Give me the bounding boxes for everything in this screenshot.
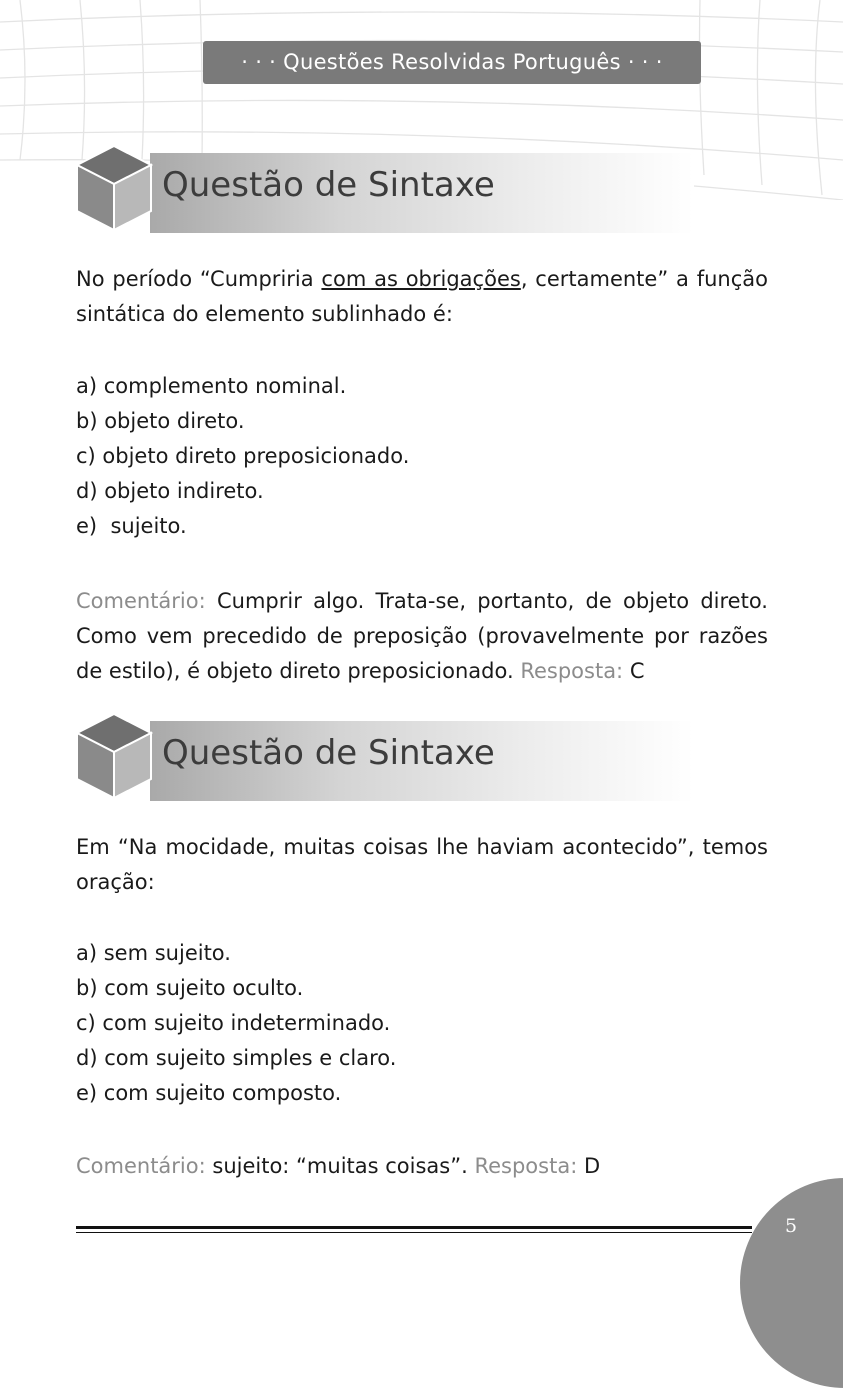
option-a: a) sem sujeito. xyxy=(76,941,231,965)
question-prompt: No período “Cumpriria com as obrigações, certamente” a função sintática do elemento sublinhado é: xyxy=(76,267,768,326)
cube-icon xyxy=(74,711,154,801)
comment-label: Comentário: xyxy=(76,1154,206,1178)
page-number-tab xyxy=(740,1178,843,1388)
section-header-q2 xyxy=(74,711,694,801)
option-a: a) complemento nominal. xyxy=(76,374,347,398)
option-e: e) sujeito. xyxy=(76,514,187,538)
footer-rule-thin xyxy=(76,1232,752,1233)
option-d: d) objeto indireto. xyxy=(76,479,264,503)
option-c: c) objeto direto preposicionado. xyxy=(76,444,410,468)
option-b: b) com sujeito oculto. xyxy=(76,976,304,1000)
commentary: Comentário: Cumprir algo. Trata-se, portanto, de objeto direto. Como vem precedido de preposição (provavelmente por razões de estilo), é objeto direto preposicionado. Resposta: C xyxy=(76,589,768,683)
comment-label: Comentário: xyxy=(76,589,206,613)
running-header: · · · Questões Resolvidas Português · · · xyxy=(203,41,701,84)
answer-options xyxy=(76,369,409,544)
cube-icon xyxy=(74,143,154,233)
commentary: Comentário: sujeito: “muitas coisas”. Resposta: D xyxy=(76,1154,601,1178)
option-e: e) com sujeito composto. xyxy=(76,1081,342,1105)
answer-value: D xyxy=(577,1154,601,1178)
section-title: Questão de Sintaxe xyxy=(162,165,495,205)
question-prompt: Em “Na mocidade, muitas coisas lhe haviam acontecido”, temos oração: xyxy=(76,835,768,894)
answer-label: Resposta: xyxy=(474,1154,578,1178)
answer-value: C xyxy=(623,659,645,683)
page-number: 5 xyxy=(784,1215,798,1237)
option-c: c) com sujeito indeterminado. xyxy=(76,1011,391,1035)
section-title: Questão de Sintaxe xyxy=(162,733,495,773)
option-b: b) objeto direto. xyxy=(76,409,245,433)
answer-label: Resposta: xyxy=(520,659,624,683)
option-d: d) com sujeito simples e claro. xyxy=(76,1046,397,1070)
section-header-q1 xyxy=(74,143,694,233)
underlined-element: com as obrigações xyxy=(321,267,521,291)
answer-options xyxy=(76,936,396,1111)
footer-rule xyxy=(76,1226,752,1229)
